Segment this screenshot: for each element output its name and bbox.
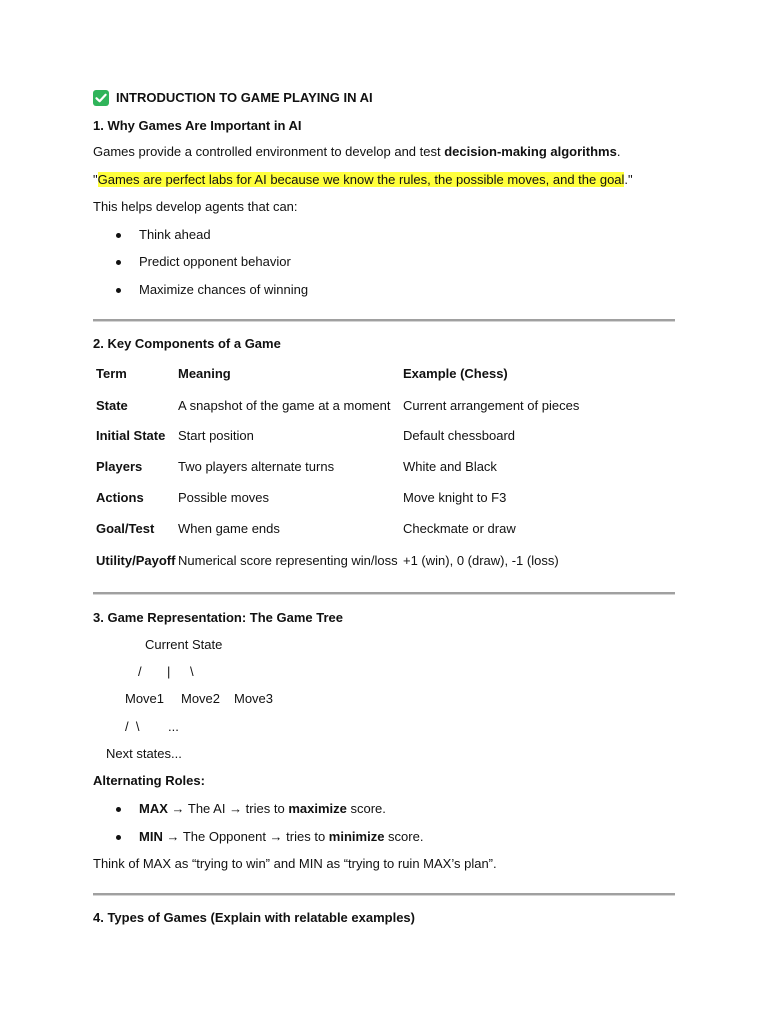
quote-highlighted-text: Games are perfect labs for AI because we know the rules, the possible moves, and the goal [97, 172, 625, 187]
quote-close: ." [624, 172, 633, 187]
table-cell-example: Move knight to F3 [403, 490, 507, 505]
list-item-max [139, 801, 386, 817]
table-cell-term: Players [96, 459, 143, 474]
tree-sub-branches: / \ [125, 719, 140, 734]
roles-heading: Alternating Roles: [93, 773, 205, 788]
bullet-icon [116, 288, 121, 293]
list-item: Think ahead [139, 227, 211, 242]
max-bold: maximize [288, 801, 347, 816]
paragraph-end: . [616, 144, 621, 159]
tree-node-move1: Move1 [125, 691, 165, 706]
table-cell-example: Current arrangement of pieces [403, 398, 580, 413]
table-cell-term: Goal/Test [96, 521, 155, 536]
divider [93, 319, 675, 322]
document-title: INTRODUCTION TO GAME PLAYING IN AI [116, 90, 373, 105]
table-cell-example: Checkmate or draw [403, 521, 516, 536]
tree-branch-middle: | [167, 664, 171, 679]
paragraph-bold-text: decision-making algorithms [444, 144, 617, 159]
table-cell-example: +1 (win), 0 (draw), -1 (loss) [403, 553, 559, 568]
list-item: Predict opponent behavior [139, 254, 291, 269]
table-cell-term: Initial State [96, 428, 166, 443]
min-text: → The Opponent → tries to [162, 829, 329, 844]
table-cell-example: White and Black [403, 459, 497, 474]
tree-next-states: Next states... [106, 746, 182, 761]
section2-heading: 2. Key Components of a Game [93, 336, 281, 351]
min-label: MIN [139, 829, 163, 844]
table-cell-meaning: Possible moves [178, 490, 270, 505]
max-label: MAX [139, 801, 168, 816]
table-cell-meaning: Numerical score representing win/loss [178, 553, 398, 568]
table-cell-example: Default chessboard [403, 428, 516, 443]
divider [93, 592, 675, 595]
tree-root: Current State [145, 637, 223, 652]
table-cell-term: Actions [96, 490, 144, 505]
tree-node-move2: Move2 [181, 691, 221, 706]
table-header-meaning: Meaning [178, 366, 231, 381]
min-end: score. [384, 829, 424, 844]
bullet-icon [116, 835, 121, 840]
table-header-term: Term [96, 366, 127, 381]
tree-ellipsis: ... [168, 719, 179, 734]
tree-branch-right: \ [190, 664, 194, 679]
table-cell-meaning: Two players alternate turns [178, 459, 335, 474]
tree-branch-left: / [138, 664, 142, 679]
divider [93, 893, 675, 896]
bullet-icon [116, 260, 121, 265]
table-cell-term: Utility/Payoff [96, 553, 176, 568]
bullet-icon [116, 233, 121, 238]
table-cell-meaning: A snapshot of the game at a moment [178, 398, 391, 413]
quote-open: " [93, 172, 98, 187]
paragraph-text: Games provide a controlled environment to develop and test [93, 144, 445, 159]
table-header-example: Example (Chess) [403, 366, 508, 381]
list-item: Maximize chances of winning [139, 282, 309, 297]
section3-heading: 3. Game Representation: The Game Tree [93, 610, 343, 625]
table-cell-term: State [96, 398, 128, 413]
highlighted-quote [93, 172, 633, 188]
section4-heading: 4. Types of Games (Explain with relatable examples) [93, 910, 415, 925]
max-text: → The AI → tries to [167, 801, 289, 816]
check-mark-button-icon [93, 90, 109, 106]
section1-lead: This helps develop agents that can: [93, 199, 298, 214]
min-bold: minimize [328, 829, 385, 844]
table-cell-meaning: When game ends [178, 521, 280, 536]
section3-summary: Think of MAX as “trying to win” and MIN as “trying to ruin MAX’s plan”. [93, 856, 497, 871]
tree-node-move3: Move3 [234, 691, 274, 706]
section1-heading: 1. Why Games Are Important in AI [93, 118, 302, 133]
bullet-icon [116, 807, 121, 812]
section1-paragraph [93, 144, 620, 160]
list-item-min [139, 829, 423, 845]
max-end: score. [346, 801, 386, 816]
table-cell-meaning: Start position [178, 428, 254, 443]
